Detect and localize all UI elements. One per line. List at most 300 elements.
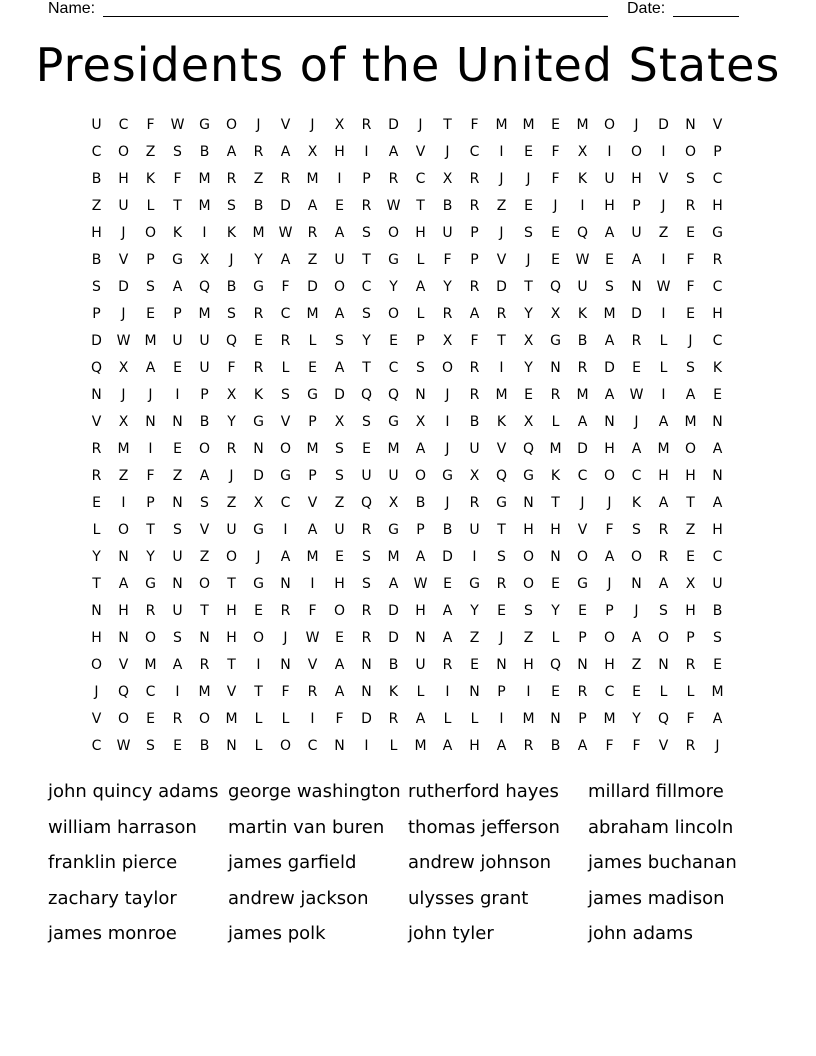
- grid-letter: V: [199, 522, 210, 538]
- grid-letter: L: [551, 414, 560, 430]
- grid-letter: E: [173, 360, 182, 376]
- grid-letter: J: [121, 306, 126, 322]
- grid-letter: S: [632, 522, 641, 538]
- grid-letter: E: [551, 117, 560, 133]
- grid-letter: X: [469, 468, 480, 484]
- grid-letter: J: [553, 198, 558, 214]
- grid-letter: N: [469, 684, 480, 700]
- grid-letter: Q: [549, 279, 562, 295]
- word-list-item: john tyler: [408, 923, 494, 944]
- grid-letter: C: [631, 468, 642, 484]
- grid-letter: E: [335, 630, 344, 646]
- grid-letter: R: [199, 657, 210, 673]
- grid-letter: B: [415, 495, 426, 511]
- grid-letter: Z: [496, 198, 507, 214]
- grid-letter: J: [499, 171, 504, 187]
- grid-letter: I: [364, 144, 369, 160]
- grid-letter: H: [91, 630, 102, 646]
- grid-letter: R: [361, 117, 372, 133]
- grid-letter: G: [172, 252, 183, 268]
- grid-row: [83, 222, 733, 249]
- grid-letter: O: [225, 549, 238, 565]
- grid-letter: L: [416, 252, 425, 268]
- grid-letter: Y: [389, 279, 398, 295]
- grid-letter: T: [173, 198, 182, 214]
- grid-letter: E: [632, 684, 641, 700]
- grid-letter: X: [415, 414, 426, 430]
- grid-letter: X: [226, 387, 237, 403]
- grid-letter: M: [306, 441, 319, 457]
- grid-letter: R: [91, 441, 102, 457]
- grid-letter: V: [307, 657, 318, 673]
- grid-letter: E: [524, 198, 533, 214]
- grid-letter: E: [308, 360, 317, 376]
- grid-letter: H: [469, 738, 480, 754]
- grid-letter: G: [523, 468, 534, 484]
- grid-letter: O: [630, 549, 643, 565]
- name-label: Name:: [48, 0, 96, 17]
- grid-letter: A: [604, 333, 615, 349]
- grid-letter: M: [549, 441, 562, 457]
- grid-letter: B: [226, 279, 237, 295]
- grid-letter: K: [145, 171, 156, 187]
- grid-letter: J: [580, 495, 585, 511]
- grid-letter: A: [415, 549, 426, 565]
- grid-letter: L: [254, 738, 263, 754]
- grid-letter: D: [361, 711, 372, 727]
- grid-letter: B: [550, 738, 561, 754]
- grid-letter: B: [199, 144, 210, 160]
- word-list-item: james monroe: [48, 923, 177, 944]
- grid-letter: F: [308, 603, 317, 619]
- grid-letter: J: [607, 576, 612, 592]
- grid-letter: U: [334, 522, 345, 538]
- grid-letter: W: [575, 252, 590, 268]
- grid-letter: E: [497, 603, 506, 619]
- grid-letter: I: [499, 360, 504, 376]
- grid-letter: I: [310, 576, 315, 592]
- grid-letter: Z: [91, 198, 102, 214]
- grid-letter: M: [387, 441, 400, 457]
- grid-letter: R: [172, 711, 183, 727]
- grid-letter: A: [577, 414, 588, 430]
- grid-letter: Z: [307, 252, 318, 268]
- grid-letter: S: [227, 198, 236, 214]
- grid-letter: K: [172, 225, 183, 241]
- grid-row: [83, 492, 733, 519]
- grid-letter: R: [523, 738, 534, 754]
- grid-letter: L: [470, 711, 479, 727]
- grid-letter: M: [117, 441, 130, 457]
- grid-row: [83, 681, 733, 708]
- grid-letter: Y: [551, 603, 560, 619]
- grid-letter: L: [686, 684, 695, 700]
- grid-letter: O: [603, 630, 616, 646]
- grid-row: [83, 114, 733, 141]
- grid-letter: O: [414, 468, 427, 484]
- grid-letter: H: [226, 603, 237, 619]
- grid-letter: U: [199, 360, 210, 376]
- grid-letter: M: [522, 711, 535, 727]
- word-list-item: james polk: [228, 923, 326, 944]
- grid-letter: H: [685, 603, 696, 619]
- grid-letter: R: [658, 549, 669, 565]
- grid-letter: R: [496, 306, 507, 322]
- grid-letter: A: [307, 522, 318, 538]
- grid-letter: C: [604, 684, 615, 700]
- grid-letter: Z: [523, 630, 534, 646]
- grid-letter: I: [121, 495, 126, 511]
- grid-letter: A: [658, 414, 669, 430]
- grid-letter: M: [576, 117, 589, 133]
- grid-letter: N: [199, 630, 210, 646]
- grid-letter: L: [308, 333, 317, 349]
- date-field[interactable]: [673, 16, 739, 17]
- grid-letter: V: [658, 171, 669, 187]
- grid-letter: E: [713, 657, 722, 673]
- grid-letter: H: [334, 144, 345, 160]
- grid-letter: A: [334, 657, 345, 673]
- grid-letter: A: [442, 603, 453, 619]
- word-list-item: zachary taylor: [48, 887, 177, 909]
- grid-letter: M: [522, 117, 535, 133]
- grid-letter: G: [199, 117, 210, 133]
- grid-letter: G: [253, 522, 264, 538]
- grid-letter: M: [495, 387, 508, 403]
- grid-letter: F: [551, 171, 560, 187]
- grid-letter: J: [418, 117, 423, 133]
- grid-letter: F: [632, 738, 641, 754]
- grid-letter: O: [684, 441, 697, 457]
- grid-row: [83, 519, 733, 546]
- grid-letter: Q: [117, 684, 130, 700]
- grid-letter: R: [388, 711, 399, 727]
- grid-letter: X: [388, 495, 399, 511]
- name-field[interactable]: [103, 16, 608, 17]
- grid-letter: K: [253, 387, 264, 403]
- grid-letter: T: [254, 684, 263, 700]
- grid-letter: E: [686, 225, 695, 241]
- word-list-item: andrew jackson: [228, 887, 369, 909]
- grid-letter: V: [658, 738, 669, 754]
- grid-letter: A: [280, 549, 291, 565]
- grid-letter: S: [686, 360, 695, 376]
- grid-letter: N: [550, 711, 561, 727]
- grid-letter: O: [198, 711, 211, 727]
- grid-letter: L: [659, 684, 668, 700]
- grid-letter: D: [496, 279, 507, 295]
- grid-letter: U: [91, 117, 102, 133]
- grid-letter: J: [445, 144, 450, 160]
- grid-letter: O: [117, 711, 130, 727]
- grid-letter: P: [686, 630, 695, 646]
- grid-letter: D: [388, 630, 399, 646]
- header: [48, 0, 748, 20]
- grid-letter: E: [551, 576, 560, 592]
- grid-letter: R: [469, 387, 480, 403]
- grid-letter: G: [388, 522, 399, 538]
- grid-letter: Y: [92, 549, 101, 565]
- grid-letter: N: [361, 684, 372, 700]
- grid-letter: G: [388, 252, 399, 268]
- grid-letter: H: [685, 468, 696, 484]
- grid-letter: P: [416, 522, 425, 538]
- grid-letter: L: [146, 198, 155, 214]
- grid-letter: R: [631, 333, 642, 349]
- word-list-item: ulysses grant: [408, 887, 529, 909]
- grid-letter: V: [280, 117, 291, 133]
- grid-letter: X: [253, 495, 264, 511]
- grid-letter: X: [118, 360, 129, 376]
- grid-letter: A: [442, 630, 453, 646]
- grid-letter: Q: [522, 441, 535, 457]
- grid-letter: M: [657, 441, 670, 457]
- grid-letter: V: [496, 252, 507, 268]
- grid-letter: A: [334, 306, 345, 322]
- grid-letter: R: [712, 252, 723, 268]
- grid-letter: O: [144, 225, 157, 241]
- grid-letter: C: [712, 333, 723, 349]
- grid-letter: S: [605, 279, 614, 295]
- grid-letter: Q: [198, 279, 211, 295]
- grid-letter: G: [550, 333, 561, 349]
- grid-letter: N: [604, 414, 615, 430]
- grid-letter: J: [94, 684, 99, 700]
- grid-letter: J: [148, 387, 153, 403]
- grid-letter: N: [172, 414, 183, 430]
- grid-letter: S: [362, 225, 371, 241]
- grid-letter: A: [415, 711, 426, 727]
- grid-letter: F: [281, 684, 290, 700]
- grid-letter: K: [550, 468, 561, 484]
- grid-letter: X: [334, 117, 345, 133]
- grid-letter: I: [526, 684, 531, 700]
- grid-letter: R: [442, 657, 453, 673]
- grid-letter: Z: [631, 657, 642, 673]
- grid-letter: M: [306, 171, 319, 187]
- grid-letter: L: [281, 711, 290, 727]
- grid-letter: J: [445, 387, 450, 403]
- grid-letter: I: [580, 198, 585, 214]
- grid-letter: U: [199, 333, 210, 349]
- grid-letter: R: [226, 441, 237, 457]
- grid-letter: U: [172, 549, 183, 565]
- word-list-item: john quincy adams: [48, 781, 219, 802]
- grid-letter: D: [658, 117, 669, 133]
- grid-letter: T: [497, 333, 506, 349]
- grid-letter: E: [92, 495, 101, 511]
- grid-letter: B: [91, 171, 102, 187]
- grid-letter: U: [118, 198, 129, 214]
- grid-letter: Q: [549, 657, 562, 673]
- grid-letter: N: [226, 738, 237, 754]
- grid-letter: W: [656, 279, 671, 295]
- grid-letter: E: [146, 711, 155, 727]
- grid-letter: N: [685, 117, 696, 133]
- grid-letter: H: [550, 522, 561, 538]
- grid-letter: D: [280, 198, 291, 214]
- grid-letter: C: [307, 738, 318, 754]
- grid-letter: S: [281, 387, 290, 403]
- grid-letter: R: [280, 333, 291, 349]
- grid-letter: V: [226, 684, 237, 700]
- grid-letter: P: [632, 198, 641, 214]
- grid-letter: V: [91, 711, 102, 727]
- grid-letter: J: [499, 225, 504, 241]
- grid-letter: N: [91, 387, 102, 403]
- grid-letter: A: [631, 630, 642, 646]
- grid-letter: A: [226, 144, 237, 160]
- grid-letter: T: [443, 117, 452, 133]
- grid-letter: O: [603, 468, 616, 484]
- grid-letter: L: [254, 711, 263, 727]
- grid-letter: I: [283, 522, 288, 538]
- grid-letter: A: [415, 279, 426, 295]
- grid-letter: T: [362, 360, 371, 376]
- grid-letter: H: [415, 225, 426, 241]
- grid-letter: D: [442, 549, 453, 565]
- grid-row: [83, 195, 733, 222]
- word-list-item: abraham lincoln: [588, 816, 734, 838]
- grid-letter: P: [605, 603, 614, 619]
- grid-letter: O: [198, 441, 211, 457]
- grid-letter: J: [229, 468, 234, 484]
- grid-letter: Q: [387, 387, 400, 403]
- grid-letter: D: [307, 279, 318, 295]
- grid-letter: Y: [524, 306, 533, 322]
- grid-letter: O: [441, 360, 454, 376]
- grid-letter: G: [253, 576, 264, 592]
- grid-letter: S: [335, 333, 344, 349]
- grid-letter: A: [685, 387, 696, 403]
- grid-letter: E: [335, 549, 344, 565]
- grid-letter: F: [443, 252, 452, 268]
- grid-letter: A: [712, 711, 723, 727]
- grid-letter: L: [551, 630, 560, 646]
- grid-letter: S: [173, 630, 182, 646]
- word-list-item: thomas jefferson: [408, 816, 560, 838]
- grid-letter: N: [712, 468, 723, 484]
- grid-row: [83, 303, 733, 330]
- grid-letter: W: [629, 387, 644, 403]
- grid-letter: T: [686, 495, 695, 511]
- grid-letter: H: [712, 306, 723, 322]
- grid-letter: B: [199, 738, 210, 754]
- grid-letter: R: [469, 171, 480, 187]
- grid-letter: A: [388, 144, 399, 160]
- grid-letter: X: [442, 171, 453, 187]
- grid-letter: I: [337, 171, 342, 187]
- grid-letter: A: [604, 387, 615, 403]
- page-title: Presidents of the United States: [35, 38, 781, 92]
- grid-letter: W: [116, 738, 131, 754]
- grid-letter: V: [118, 657, 129, 673]
- grid-letter: F: [605, 738, 614, 754]
- grid-letter: E: [632, 360, 641, 376]
- grid-letter: M: [306, 549, 319, 565]
- grid-letter: I: [310, 711, 315, 727]
- grid-letter: O: [225, 117, 238, 133]
- grid-letter: N: [334, 738, 345, 754]
- grid-row: [83, 600, 733, 627]
- grid-letter: T: [551, 495, 560, 511]
- grid-letter: J: [283, 630, 288, 646]
- grid-letter: L: [416, 306, 425, 322]
- grid-letter: S: [173, 522, 182, 538]
- grid-letter: M: [144, 333, 157, 349]
- grid-letter: S: [200, 495, 209, 511]
- grid-letter: A: [334, 360, 345, 376]
- grid-letter: W: [278, 225, 293, 241]
- grid-letter: F: [686, 711, 695, 727]
- grid-letter: Z: [685, 522, 696, 538]
- grid-letter: U: [172, 333, 183, 349]
- grid-letter: C: [712, 549, 723, 565]
- grid-letter: R: [361, 603, 372, 619]
- grid-letter: N: [712, 414, 723, 430]
- grid-letter: J: [229, 252, 234, 268]
- grid-letter: R: [361, 522, 372, 538]
- grid-letter: E: [173, 441, 182, 457]
- grid-letter: F: [686, 279, 695, 295]
- grid-letter: Y: [146, 549, 155, 565]
- grid-letter: V: [415, 144, 426, 160]
- grid-letter: R: [280, 171, 291, 187]
- grid-letter: N: [118, 549, 129, 565]
- date-label: Date:: [627, 0, 666, 17]
- word-list-item: james madison: [588, 887, 725, 909]
- grid-letter: Z: [226, 495, 237, 511]
- grid-letter: U: [361, 468, 372, 484]
- grid-letter: M: [198, 171, 211, 187]
- grid-letter: Z: [658, 225, 669, 241]
- grid-letter: W: [413, 576, 428, 592]
- grid-row: [83, 249, 733, 276]
- grid-letter: M: [684, 414, 697, 430]
- grid-letter: M: [306, 306, 319, 322]
- grid-letter: L: [281, 360, 290, 376]
- grid-letter: F: [686, 252, 695, 268]
- grid-letter: Q: [495, 468, 508, 484]
- grid-letter: I: [202, 225, 207, 241]
- grid-letter: O: [657, 630, 670, 646]
- grid-letter: S: [335, 468, 344, 484]
- grid-letter: Q: [576, 225, 589, 241]
- grid-letter: Q: [360, 387, 373, 403]
- grid-letter: Q: [225, 333, 238, 349]
- grid-letter: I: [661, 252, 666, 268]
- grid-letter: H: [631, 171, 642, 187]
- grid-letter: P: [92, 306, 101, 322]
- grid-letter: Y: [632, 711, 641, 727]
- grid-letter: U: [226, 522, 237, 538]
- grid-letter: K: [631, 495, 642, 511]
- grid-letter: E: [389, 333, 398, 349]
- word-list-item: martin van buren: [228, 816, 385, 838]
- grid-letter: Q: [360, 495, 373, 511]
- word-list-item: millard fillmore: [588, 781, 724, 802]
- grid-letter: E: [254, 333, 263, 349]
- grid-letter: G: [280, 468, 291, 484]
- grid-letter: M: [252, 225, 265, 241]
- grid-letter: H: [118, 603, 129, 619]
- grid-letter: S: [713, 630, 722, 646]
- grid-letter: C: [91, 144, 102, 160]
- grid-letter: R: [469, 198, 480, 214]
- grid-letter: R: [685, 198, 696, 214]
- grid-letter: X: [307, 144, 318, 160]
- grid-letter: G: [388, 414, 399, 430]
